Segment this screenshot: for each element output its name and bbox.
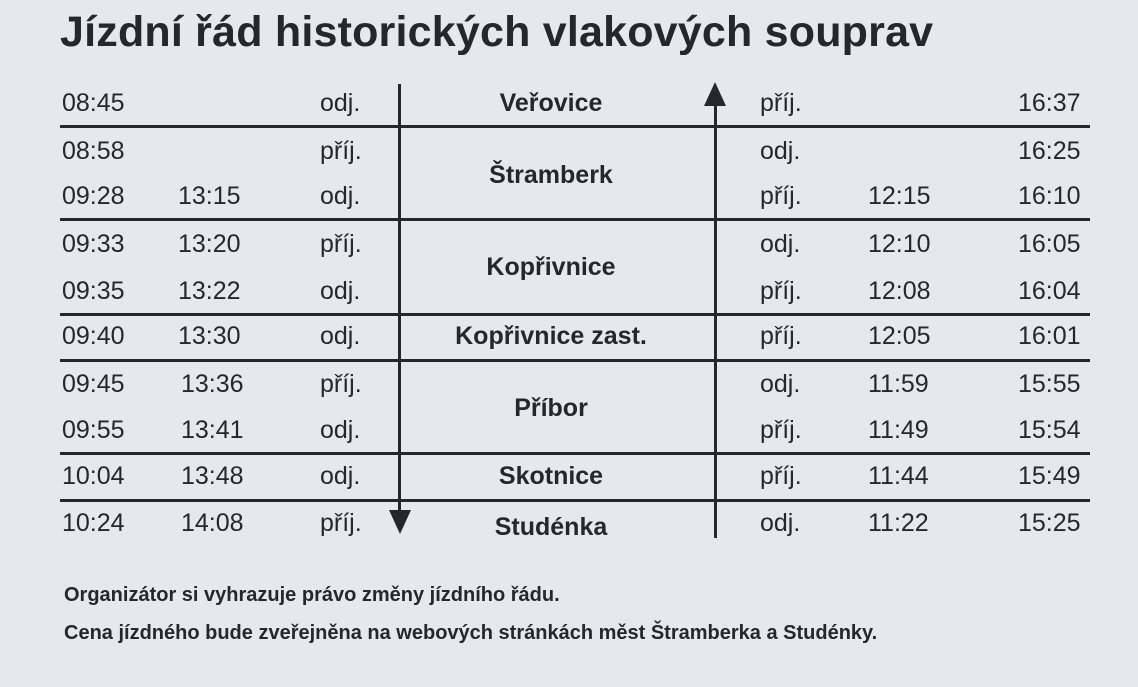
time-cell: 10:24 bbox=[62, 509, 125, 537]
time-cell: 09:45 bbox=[62, 370, 125, 398]
time-type: příj. bbox=[320, 230, 362, 258]
time-cell: 16:01 bbox=[1018, 322, 1081, 350]
row-divider bbox=[60, 452, 1090, 455]
footnote: Cena jízdného bude zveřejněna na webových stránkách měst Štramberka a Studénky. bbox=[64, 622, 878, 644]
time-type: odj. bbox=[320, 277, 361, 305]
time-cell: 11:49 bbox=[868, 416, 929, 444]
footnote: Organizátor si vyhrazuje právo změny jízdního řádu. bbox=[64, 584, 560, 606]
time-cell: 13:22 bbox=[178, 277, 241, 305]
time-cell: 12:05 bbox=[868, 322, 931, 350]
time-type: příj. bbox=[760, 462, 802, 490]
station-name: Skotnice bbox=[498, 462, 604, 490]
time-cell: 11:22 bbox=[868, 509, 929, 537]
station-name: Příbor bbox=[514, 394, 588, 422]
time-type: odj. bbox=[760, 137, 801, 165]
time-type: odj. bbox=[320, 182, 361, 210]
time-cell: 11:44 bbox=[868, 462, 929, 490]
time-type: odj. bbox=[760, 370, 801, 398]
time-cell: 13:48 bbox=[181, 462, 244, 490]
time-type: příj. bbox=[320, 509, 362, 537]
time-type: příj. bbox=[760, 182, 802, 210]
time-cell: 08:45 bbox=[62, 89, 125, 117]
time-cell: 13:15 bbox=[178, 182, 241, 210]
time-cell: 09:55 bbox=[62, 416, 125, 444]
time-cell: 10:04 bbox=[62, 462, 125, 490]
time-cell: 15:55 bbox=[1018, 370, 1081, 398]
time-type: příj. bbox=[320, 370, 362, 398]
row-divider bbox=[60, 313, 1090, 316]
station-name: Kopřivnice bbox=[486, 253, 616, 281]
time-type: odj. bbox=[320, 89, 361, 117]
time-type: odj. bbox=[320, 322, 361, 350]
time-cell: 13:30 bbox=[178, 322, 241, 350]
time-cell: 12:08 bbox=[868, 277, 931, 305]
direction-line-up bbox=[714, 100, 717, 538]
time-cell: 08:58 bbox=[62, 137, 125, 165]
time-cell: 09:33 bbox=[62, 230, 125, 258]
time-cell: 12:10 bbox=[868, 230, 931, 258]
time-cell: 15:54 bbox=[1018, 416, 1081, 444]
arrow-up-icon bbox=[704, 82, 726, 106]
time-type: odj. bbox=[320, 462, 361, 490]
station-name: Studénka bbox=[494, 513, 608, 541]
time-cell: 13:36 bbox=[181, 370, 244, 398]
time-type: odj. bbox=[760, 230, 801, 258]
time-type: odj. bbox=[320, 416, 361, 444]
time-type: odj. bbox=[760, 509, 801, 537]
time-type: příj. bbox=[320, 137, 362, 165]
time-cell: 09:40 bbox=[62, 322, 125, 350]
time-cell: 16:05 bbox=[1018, 230, 1081, 258]
time-cell: 09:28 bbox=[62, 182, 125, 210]
time-type: příj. bbox=[760, 322, 802, 350]
direction-line-down bbox=[398, 84, 401, 514]
time-cell: 15:49 bbox=[1018, 462, 1081, 490]
time-type: příj. bbox=[760, 416, 802, 444]
time-cell: 16:37 bbox=[1018, 89, 1081, 117]
page-title: Jízdní řád historických vlakových souprav bbox=[60, 8, 934, 56]
time-cell: 15:25 bbox=[1018, 509, 1081, 537]
time-cell: 16:04 bbox=[1018, 277, 1081, 305]
station-name: Veřovice bbox=[499, 89, 603, 117]
time-cell: 12:15 bbox=[868, 182, 931, 210]
row-divider bbox=[60, 499, 1090, 502]
time-cell: 16:10 bbox=[1018, 182, 1081, 210]
time-type: příj. bbox=[760, 277, 802, 305]
time-type: příj. bbox=[760, 89, 802, 117]
station-name: Štramberk bbox=[489, 161, 613, 189]
row-divider bbox=[60, 125, 1090, 128]
time-cell: 14:08 bbox=[181, 509, 244, 537]
station-name: Kopřivnice zast. bbox=[455, 322, 647, 350]
row-divider bbox=[60, 218, 1090, 221]
time-cell: 13:20 bbox=[178, 230, 241, 258]
time-cell: 11:59 bbox=[868, 370, 929, 398]
time-cell: 09:35 bbox=[62, 277, 125, 305]
time-cell: 16:25 bbox=[1018, 137, 1081, 165]
row-divider bbox=[60, 359, 1090, 362]
time-cell: 13:41 bbox=[181, 416, 244, 444]
